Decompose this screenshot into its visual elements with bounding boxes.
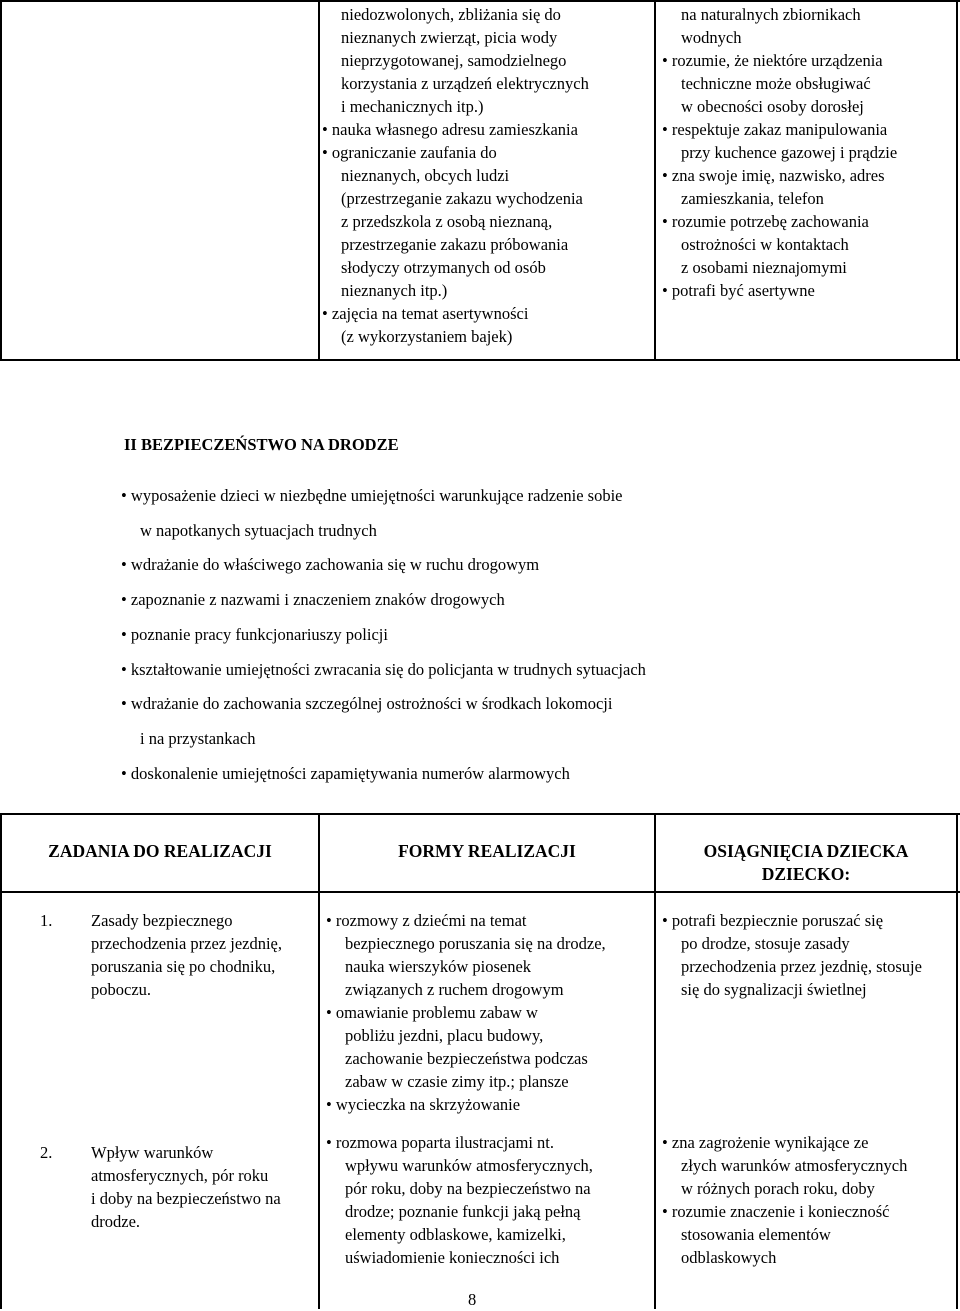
text-line: z przedszkola z osobą nieznaną,: [341, 212, 553, 231]
bottom-table-divider-1: [318, 813, 320, 1309]
text-line: (przestrzeganie zakazu wychodzenia: [341, 189, 583, 208]
text-line: stosowania elementów: [681, 1225, 831, 1244]
row-2-forms: [326, 1131, 593, 1269]
text-line: poruszania się po chodniku,: [91, 957, 276, 976]
top-table-border-top: [0, 0, 960, 2]
row-1-number: 1.: [40, 911, 53, 930]
bullet-item: • wyposażenie dzieci w niezbędne umiejętności warunkujące radzenie sobie: [121, 479, 646, 514]
text-line: pobliżu jezdni, placu budowy,: [345, 1026, 544, 1045]
top-table-border-right: [956, 0, 958, 361]
text-line: na naturalnych zbiornikach: [681, 5, 861, 24]
text-line: uświadomienie konieczności ich: [345, 1248, 560, 1267]
bullet-item: • zapoznanie z nazwami i znaczeniem znaków drogowych: [121, 583, 646, 618]
text-line: w różnych porach roku, doby: [681, 1179, 875, 1198]
bullet-item: • respektuje zakaz manipulowania: [662, 118, 897, 141]
text-line: techniczne może obsługiwać: [681, 74, 871, 93]
section-items: [121, 479, 646, 791]
text-line: nauka wierszyków piosenek: [345, 957, 532, 976]
bullet-item: • kształtowanie umiejętności zwracania się do policjanta w trudnych sytuacjach: [121, 653, 646, 688]
text-line: zamieszkania, telefon: [681, 189, 824, 208]
top-table-col3: [662, 3, 897, 302]
bullet-item: • wdrażanie do właściwego zachowania się w ruchu drogowym: [121, 548, 646, 583]
bottom-table-border-right: [956, 813, 958, 1309]
text-line: odblaskowych: [681, 1248, 777, 1267]
text-line: (z wykorzystaniem bajek): [341, 327, 513, 346]
bullet-item: • rozumie znaczenie i konieczność: [662, 1200, 907, 1223]
text-line: i doby na bezpieczeństwo na: [91, 1189, 281, 1208]
text-line: Zasady bezpiecznego: [91, 911, 233, 930]
text-line: złych warunków atmosferycznych: [681, 1156, 908, 1175]
text-line: przechodzenia przez jezdnię,: [91, 934, 282, 953]
bottom-table-border-left: [0, 813, 2, 1309]
header-achievements: [656, 840, 956, 886]
bullet-item: • rozmowa poparta ilustracjami nt.: [326, 1131, 593, 1154]
bullet-item: • wdrażanie do zachowania szczególnej ostrożności w środkach lokomocji: [121, 687, 646, 722]
text-line: nieprzygotowanej, samodzielnego: [341, 51, 567, 70]
row-1-achievements: [662, 909, 922, 1001]
top-table-col2: [322, 3, 589, 348]
text-line: przechodzenia przez jezdnię, stosuje: [681, 957, 922, 976]
text-line: wpływu warunków atmosferycznych,: [345, 1156, 593, 1175]
text-line: korzystania z urządzeń elektrycznych: [341, 74, 589, 93]
row-2-number: 2.: [40, 1143, 53, 1162]
text-line: przestrzeganie zakazu próbowania: [341, 235, 569, 254]
text-line: niedozwolonych, zbliżania się do: [341, 5, 561, 24]
text-line: wodnych: [681, 28, 742, 47]
row-2-achievements: [662, 1131, 907, 1269]
text-line: i mechanicznych itp.): [341, 97, 484, 116]
text-line: Wpływ warunków: [91, 1143, 214, 1162]
page-number: 8: [468, 1290, 477, 1309]
text-line: elementy odblaskowe, kamizelki,: [345, 1225, 566, 1244]
text-line: pór roku, doby na bezpieczeństwo na: [345, 1179, 591, 1198]
bullet-item: • nauka własnego adresu zamieszkania: [322, 118, 589, 141]
text-line: po drodze, stosuje zasady: [681, 934, 850, 953]
text-line: poboczu.: [91, 980, 152, 999]
bottom-table-border-top: [0, 813, 960, 815]
bullet-item: • rozumie, że niektóre urządzenia: [662, 49, 897, 72]
bullet-item: • doskonalenie umiejętności zapamiętywania numerów alarmowych: [121, 757, 646, 792]
text-line: w napotkanych sytuacjach trudnych: [140, 520, 377, 540]
header-achievements-line2: DZIECKO:: [761, 864, 851, 884]
bullet-item: • poznanie pracy funkcjonariuszy policji: [121, 618, 646, 653]
header-tasks: ZADANIA DO REALIZACJI: [48, 841, 272, 861]
top-table-divider-1: [318, 0, 320, 361]
text-line: przy kuchence gazowej i prądzie: [681, 143, 898, 162]
row-2-task: [72, 1141, 281, 1233]
bullet-item: • potrafi bezpiecznie poruszać się: [662, 909, 922, 932]
text-line: drodze.: [91, 1212, 141, 1231]
row-1-task: [72, 909, 282, 1001]
header-forms: FORMY REALIZACJI: [398, 841, 576, 861]
row-1-forms: [326, 909, 606, 1116]
text-line: zachowanie bezpieczeństwa podczas: [345, 1049, 588, 1068]
text-line: ostrożności w kontaktach: [681, 235, 849, 254]
bullet-item: • wycieczka na skrzyżowanie: [326, 1093, 606, 1116]
text-line: się do sygnalizacji świetlnej: [681, 980, 867, 999]
text-line: zabaw w czasie zimy itp.; plansze: [345, 1072, 569, 1091]
bullet-item: • rozumie potrzebę zachowania: [662, 210, 897, 233]
bullet-item: • potrafi być asertywne: [662, 279, 897, 302]
bottom-table-divider-2: [654, 813, 656, 1309]
bullet-item: • rozmowy z dziećmi na temat: [326, 909, 606, 932]
text-line: w obecności osoby dorosłej: [681, 97, 864, 116]
text-line: z osobami nieznajomymi: [681, 258, 847, 277]
text-line: związanych z ruchem drogowym: [345, 980, 564, 999]
bullet-item: • zajęcia na temat asertywności: [322, 302, 589, 325]
text-line: nieznanych itp.): [341, 281, 448, 300]
top-table-divider-2: [654, 0, 656, 361]
section-title: II BEZPIECZEŃSTWO NA DRODZE: [124, 435, 399, 454]
top-table-border-left: [0, 0, 2, 361]
text-line: bezpiecznego poruszania się na drodze,: [345, 934, 606, 953]
text-line: nieznanych, obcych ludzi: [341, 166, 510, 185]
text-line: słodyczy otrzymanych od osób: [341, 258, 546, 277]
bullet-item: • zna swoje imię, nazwisko, adres: [662, 164, 897, 187]
bullet-item: • omawianie problemu zabaw w: [326, 1001, 606, 1024]
top-table-border-bottom: [0, 359, 960, 361]
bullet-item: • ograniczanie zaufania do: [322, 141, 589, 164]
text-line: atmosferycznych, pór roku: [91, 1166, 269, 1185]
text-line: drodze; poznanie funkcji jaką pełną: [345, 1202, 581, 1221]
header-achievements-line1: OSIĄGNIĘCIA DZIECKA: [703, 841, 909, 861]
bottom-table-header-bottom: [0, 891, 960, 893]
bullet-item: • zna zagrożenie wynikające ze: [662, 1131, 907, 1154]
text-line: i na przystankach: [140, 728, 256, 748]
text-line: nieznanych zwierząt, picia wody: [341, 28, 558, 47]
